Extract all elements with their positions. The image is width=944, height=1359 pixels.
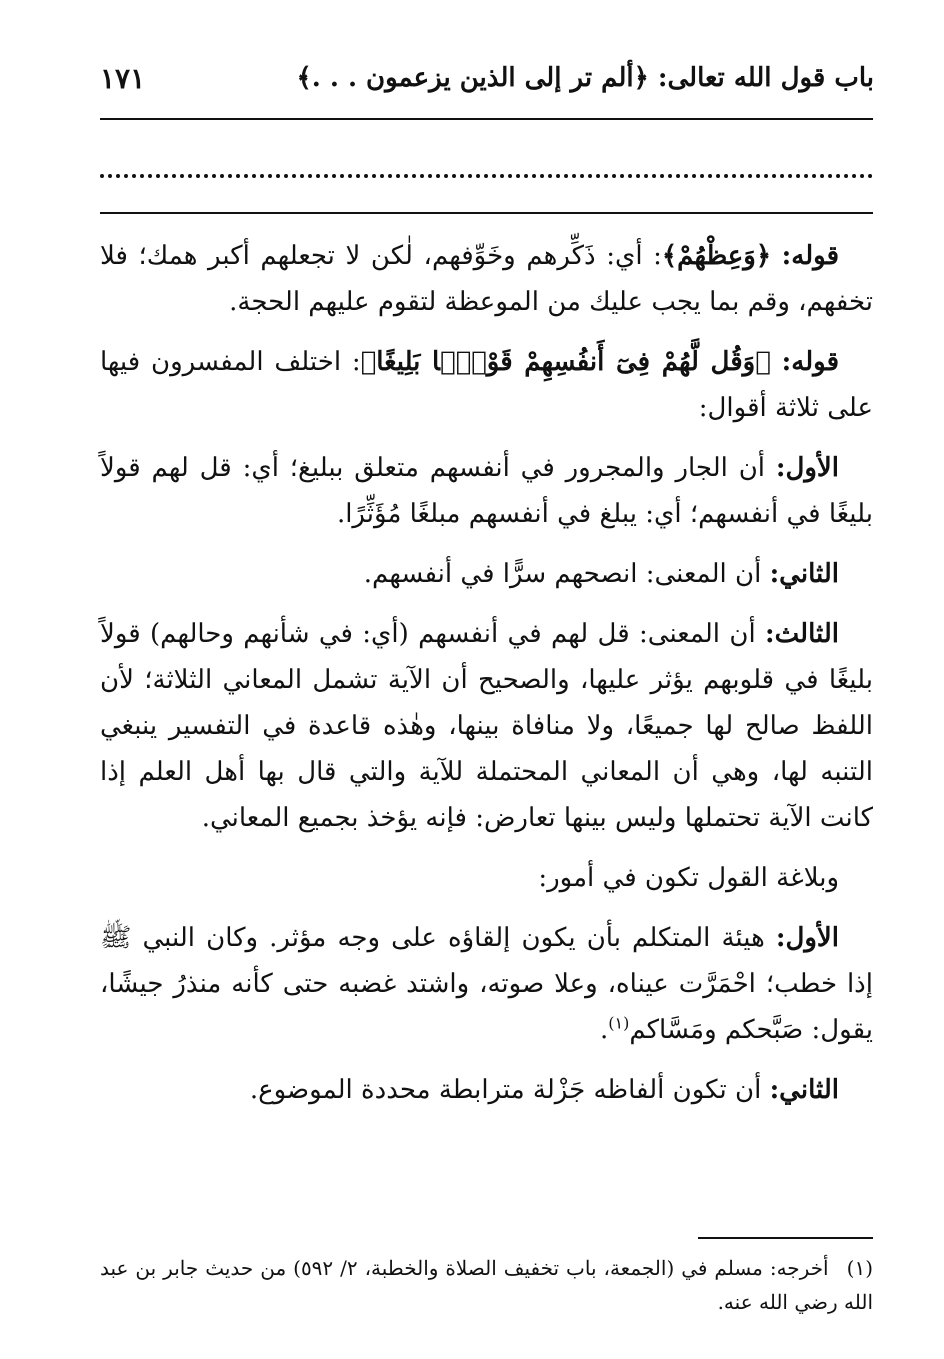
paragraph-text: وبلاغة القول تكون في أمور: [538,863,839,893]
page-number: ١٧١ [100,61,146,95]
lead-word: الثاني: [769,559,839,589]
quran-quote: ﴿وَقُل لَّهُمْ فِىٓ أَنفُسِهِمْ قَوْلًۢا بَلِيغًا﴾ [360,347,771,377]
paragraph-text: أن المعنى: قل لهم في أنفسهم (أي: في شأنهم وحالهم) قولاً بليغًا في قلوبهم يؤثر عليها، والصحيح أن الآية تشمل المعاني الثلاثة؛ لأن اللفظ صالح لها جميعًا، ولا منافاة بينها، وهٰذه قاعدة في التفسير ينبغي التنبه لها، وهي أن المعاني المحتملة للآية والتي قال بها أهل العلم إذا كانت الآية تحتملها وليس بينها تعارض: فإنه يؤخذ بجميع المعاني. [100,619,873,833]
paragraph-text: هيئة المتكلم بأن يكون إلقاؤه على وجه مؤثر. وكان النبي ﷺ إذا خطب؛ احْمَرَّت عيناه، وعلا صوته، واشتد غضبه حتى كأنه منذرُ جيشًا، يقول: صَبَّحكم ومَسَّاكم [100,923,873,1045]
lead-word: الأول: [775,453,839,483]
paragraph-text: أن المعنى: انصحهم سرًّا في أنفسهم. [363,559,770,589]
footnote-number: (١) [846,1256,873,1280]
paragraph-4 [100,551,873,597]
footnote [100,1251,873,1319]
lead-word: الثالث: [765,619,839,649]
main-text [100,233,873,1127]
lead-word: قوله: [781,241,839,271]
lead-word: الأول: [775,923,839,953]
lead-word: الثاني: [769,1075,839,1105]
paragraph-2 [100,339,873,431]
section-rule [100,212,873,214]
paragraph-3 [100,445,873,537]
header-rule [100,118,873,120]
quran-quote: ﴿وَعِظْهُمْ﴾ [661,241,772,271]
footnote-reference[interactable]: (١) [608,1013,630,1033]
paragraph-8 [100,1067,873,1113]
paragraph-text: أن تكون ألفاظه جَزْلة مترابطة محددة الموضوع. [249,1075,770,1105]
paragraph-5 [100,611,873,841]
paragraph-1 [100,233,873,325]
lead-word: قوله: [781,347,839,377]
footnote-rule [698,1237,873,1239]
dotted-separator [100,174,873,178]
footnote-text: أخرجه: مسلم في (الجمعة، باب تخفيف الصلاة والخطبة، ٢/ ٥٩٢) من حديث جابر بن عبد الله رضي الله عنه. [100,1256,873,1314]
paragraph-text: : اختلف المفسرون فيها على ثلاثة أقوال: [100,347,873,423]
paragraph-7 [100,915,873,1053]
paragraph-end: . [599,1015,609,1045]
paragraph-text: أن الجار والمجرور في أنفسهم متعلق ببليغ؛ أي: قل لهم قولاً بليغًا في أنفسهم؛ أي: يبلغ في أنفسهم مبلغًا مُؤَثِّرًا. [100,453,873,529]
paragraph-text: : أي: ذَكِّرهم وخَوِّفهم، لٰكن لا تجعلهم أكبر همك؛ فلا تخفهم، وقم بما يجب عليك من الموعظة لتقوم عليهم الحجة. [100,241,873,317]
running-title: باب قول الله تعالى: ﴿ألم تر إلى الذين يزعمون . . .﴾ [296,63,874,93]
paragraph-6 [100,855,873,901]
page-header [100,58,874,98]
